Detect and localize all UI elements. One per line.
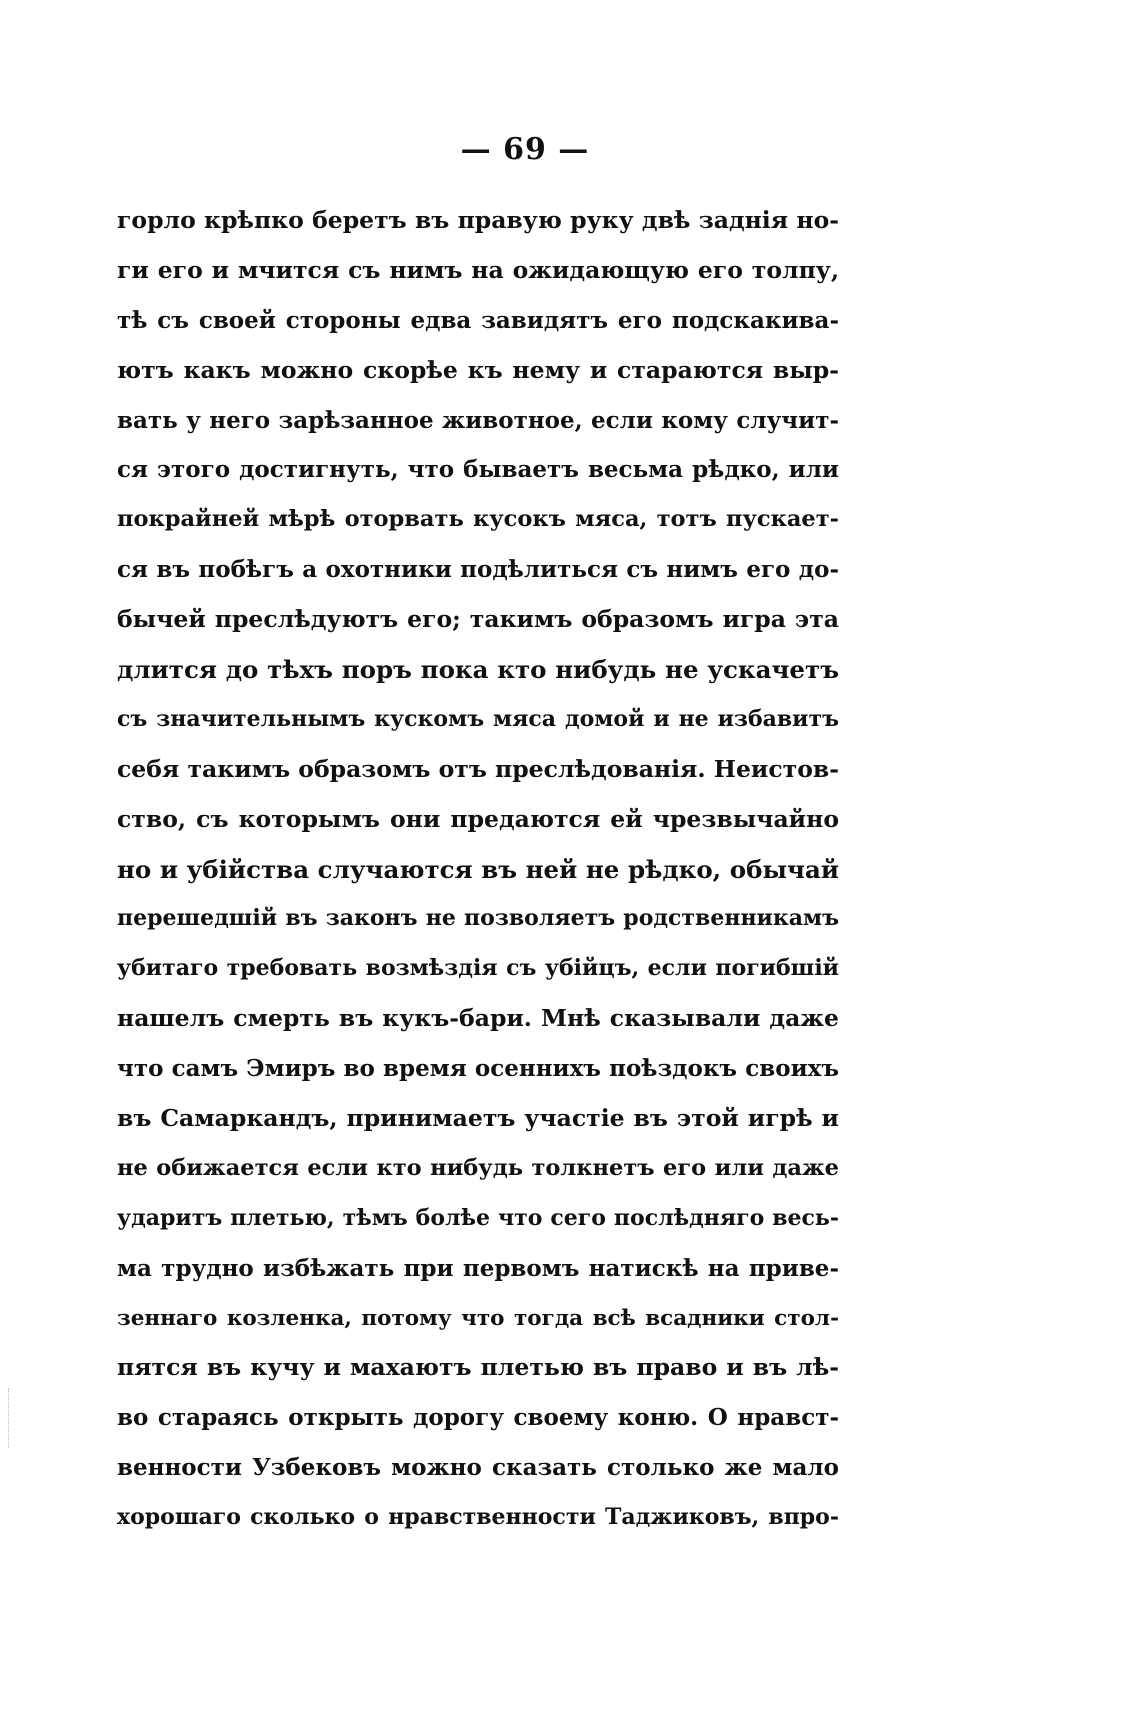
- text-line: ся въ побѣгъ а охотники подѣлиться съ нимъ его до-: [117, 556, 839, 584]
- body-text: [117, 196, 839, 1543]
- text-line: что самъ Эмиръ во время осеннихъ поѣздокъ своихъ: [117, 1055, 839, 1083]
- text-line: ютъ какъ можно скорѣе къ нему и стараются выр-: [117, 355, 839, 384]
- text-line: горло крѣпко беретъ въ правую руку двѣ заднія но-: [117, 206, 839, 234]
- text-line: себя такимъ образомъ отъ преслѣдованія. Неистов-: [117, 754, 839, 783]
- text-line: убитаго требовать возмѣздія съ убійцъ, если погибшій: [117, 955, 839, 982]
- page-number: — 69 —: [460, 132, 590, 167]
- text-line: ство, съ которымъ они предаются ей чрезвычайно: [117, 804, 839, 833]
- text-line: длится до тѣхъ поръ пока кто нибудь не ускачетъ: [117, 655, 839, 685]
- text-line: вать у него зарѣзанное животное, если кому случит-: [117, 406, 839, 434]
- text-line: венности Узбековъ можно сказать столько же мало: [117, 1454, 839, 1482]
- text-line: но и убійства случаются въ ней не рѣдко, обычай: [117, 854, 839, 884]
- text-line: покрайней мѣрѣ оторвать кусокъ мяса, тотъ пускает-: [117, 506, 839, 533]
- text-line: пятся въ кучу и махаютъ плетью въ право и въ лѣ-: [117, 1353, 839, 1382]
- text-line: тѣ съ своей стороны едва завидятъ его подскакива-: [117, 306, 839, 334]
- text-line: нашелъ смерть въ кукъ-бари. Мнѣ сказывали даже: [117, 1004, 839, 1033]
- text-line: ударитъ плетью, тѣмъ болѣе что сего послѣдняго весь-: [117, 1204, 839, 1231]
- text-line: ма трудно избѣжать при первомъ натискѣ на приве-: [117, 1254, 839, 1282]
- text-line: во стараясь открыть дорогу своему коню. О нравст-: [117, 1404, 839, 1432]
- text-line: зеннаго козленка, потому что тогда всѣ всадники стол-: [117, 1305, 839, 1331]
- text-line: хорошаго сколько о нравственности Таджиковъ, впро-: [117, 1504, 839, 1531]
- margin-speckle: [8, 1388, 11, 1448]
- text-line: съ значительнымъ кускомъ мяса домой и не избавитъ: [117, 705, 839, 732]
- text-line: ся этого достигнуть, что бываетъ весьма рѣдко, или: [117, 456, 839, 484]
- text-line: перешедшій въ законъ не позволяетъ родственникамъ: [117, 905, 839, 932]
- text-line: бычей преслѣдуютъ его; такимъ образомъ игра эта: [117, 605, 839, 634]
- text-line: ги его и мчится съ нимъ на ожидающую его толпу,: [117, 255, 839, 284]
- text-line: не обижается если кто нибудь толкнетъ его или даже: [117, 1154, 839, 1181]
- text-line: въ Самаркандъ, принимаетъ участіе въ этой игрѣ и: [117, 1104, 839, 1133]
